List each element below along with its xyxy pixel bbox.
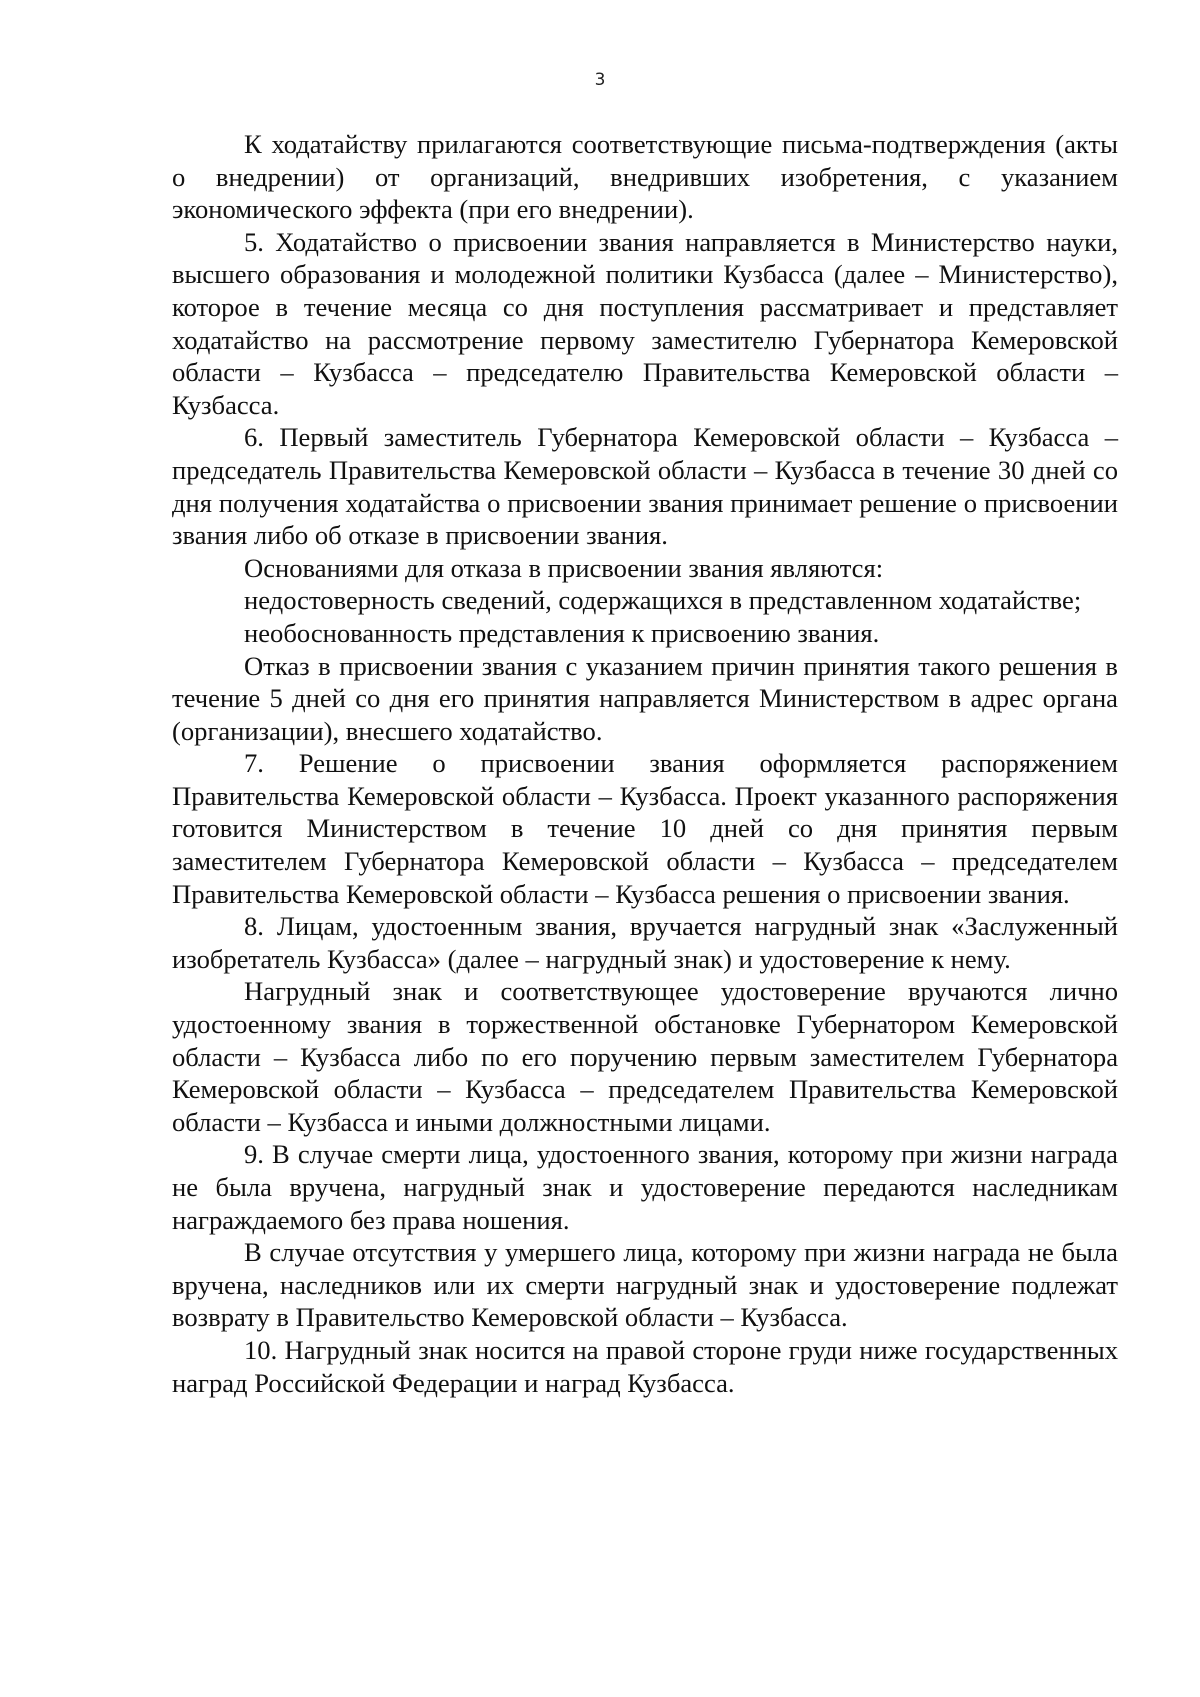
- paragraph-item-9: 9. В случае смерти лица, удостоенного звания, которому при жизни награда не была вручена, нагрудный знак и удостоверение передаются наследникам награждаемого без права ношения.: [172, 1139, 1118, 1235]
- document-body: [172, 128, 1118, 1399]
- paragraph-refusal-notice: Отказ в присвоении звания с указанием причин принятия такого решения в течение 5 дней со дня его принятия направляется Министерством в адрес органа (организации), внесшего ходатайство.: [172, 650, 1118, 746]
- paragraph-refusal-ground-2: необоснованность представления к присвоению звания.: [244, 617, 880, 648]
- paragraph-return: В случае отсутствия у умершего лица, которому при жизни награда не была вручена, наследников или их смерти нагрудный знак и удостоверение подлежат возврату в Правительство Кемеровской области – Кузбасса.: [172, 1237, 1118, 1333]
- paragraph-item-8: 8. Лицам, удостоенным звания, вручается нагрудный знак «Заслуженный изобретатель Кузбасса» (далее – нагрудный знак) и удостоверение к нему.: [172, 911, 1118, 974]
- page-number: 3: [594, 70, 606, 90]
- paragraph-refusal-grounds: Основаниями для отказа в присвоении звания являются:: [244, 552, 884, 583]
- paragraph-attachments: К ходатайству прилагаются соответствующие письма-подтверждения (акты о внедрении) от организаций, внедривших изобретения, с указанием экономического эффекта (при его внедрении).: [172, 129, 1118, 225]
- paragraph-item-10: 10. Нагрудный знак носится на правой стороне груди ниже государственных наград Российской Федерации и наград Кузбасса.: [172, 1334, 1118, 1398]
- paragraph-item-5: 5. Ходатайство о присвоении звания направляется в Министерство науки, высшего образования и молодежной политики Кузбасса (далее – Министерство), которое в течение месяца со дня поступления рассматривает и представляет ходатайство на рассмотрение первому заместителю Губернатора Кемеровской области – Кузбасса – председателю Правительства Кемеровской области – Кузбасса.: [172, 226, 1118, 420]
- paragraph-presentation: Нагрудный знак и соответствующее удостоверение вручаются лично удостоенному звания в торжественной обстановке Губернатором Кемеровской области – Кузбасса либо по его поручению первым заместителем Губернатора Кемеровской области – Кузбасса – председателем Правительства Кемеровской области – Кузбасса и иными должностными лицами.: [172, 976, 1118, 1137]
- paragraph-item-6: 6. Первый заместитель Губернатора Кемеровской области – Кузбасса – председатель Правительства Кемеровской области – Кузбасса в течение 30 дней со дня получения ходатайства о присвоении звания принимает решение о присвоении звания либо об отказе в присвоении звания.: [172, 422, 1118, 551]
- paragraph-refusal-ground-1: недостоверность сведений, содержащихся в представленном ходатайстве;: [244, 585, 1082, 616]
- paragraph-item-7: 7. Решение о присвоении звания оформляется распоряжением Правительства Кемеровской области – Кузбасса. Проект указанного распоряжения готовится Министерством в течение 10 дней со дня принятия первым заместителем Губернатора Кемеровской области – Кузбасса – председателем Правительства Кемеровской области – Кузбасса решения о присвоении звания.: [172, 748, 1118, 909]
